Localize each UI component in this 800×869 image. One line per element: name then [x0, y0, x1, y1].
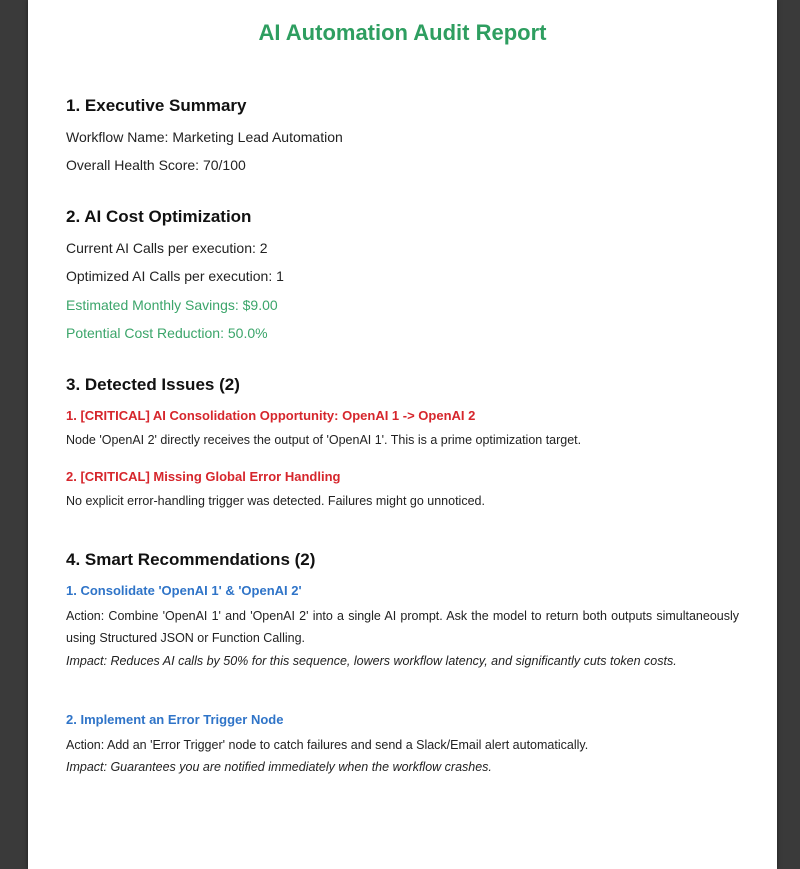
- optimized-ai-calls: Optimized AI Calls per execution: 1: [66, 268, 284, 284]
- report-title: AI Automation Audit Report: [258, 20, 547, 45]
- recommendation-action: Action: Add an 'Error Trigger' node to catch failures and send a Slack/Email alert automatically.: [66, 738, 589, 752]
- issue-title: 2. [CRITICAL] Missing Global Error Handling: [66, 469, 341, 484]
- recommendation-action: Action: Combine 'OpenAI 1' and 'OpenAI 2' into a single AI prompt. Ask the model to return both outputs simultaneously using Structured JSON or Function Calling.: [66, 609, 739, 645]
- recommendation-impact: Impact: Reduces AI calls by 50% for this sequence, lowers workflow latency, and significantly cuts token costs.: [66, 654, 677, 668]
- cost-optimization-heading: 2. AI Cost Optimization: [66, 207, 252, 226]
- issue-description: Node 'OpenAI 2' directly receives the output of 'OpenAI 1'. This is a prime optimization target.: [66, 433, 582, 447]
- detected-issues-heading: 3. Detected Issues (2): [66, 375, 240, 394]
- recommendation-title: 2. Implement an Error Trigger Node: [66, 712, 284, 727]
- recommendation-title: 1. Consolidate 'OpenAI 1' & 'OpenAI 2': [66, 583, 302, 598]
- workflow-name: Workflow Name: Marketing Lead Automation: [66, 129, 343, 145]
- monthly-savings: Estimated Monthly Savings: $9.00: [66, 297, 278, 313]
- issue-description: No explicit error-handling trigger was detected. Failures might go unnoticed.: [66, 494, 485, 508]
- cost-reduction: Potential Cost Reduction: 50.0%: [66, 325, 268, 341]
- issue-title: 1. [CRITICAL] AI Consolidation Opportunity: OpenAI 1 -> OpenAI 2: [66, 408, 476, 423]
- current-ai-calls: Current AI Calls per execution: 2: [66, 240, 268, 256]
- recommendation-impact: Impact: Guarantees you are notified immediately when the workflow crashes.: [66, 760, 492, 774]
- executive-summary-heading: 1. Executive Summary: [66, 96, 247, 115]
- health-score: Overall Health Score: 70/100: [66, 157, 246, 173]
- document-page: [28, 0, 777, 869]
- smart-recommendations-heading: 4. Smart Recommendations (2): [66, 550, 316, 569]
